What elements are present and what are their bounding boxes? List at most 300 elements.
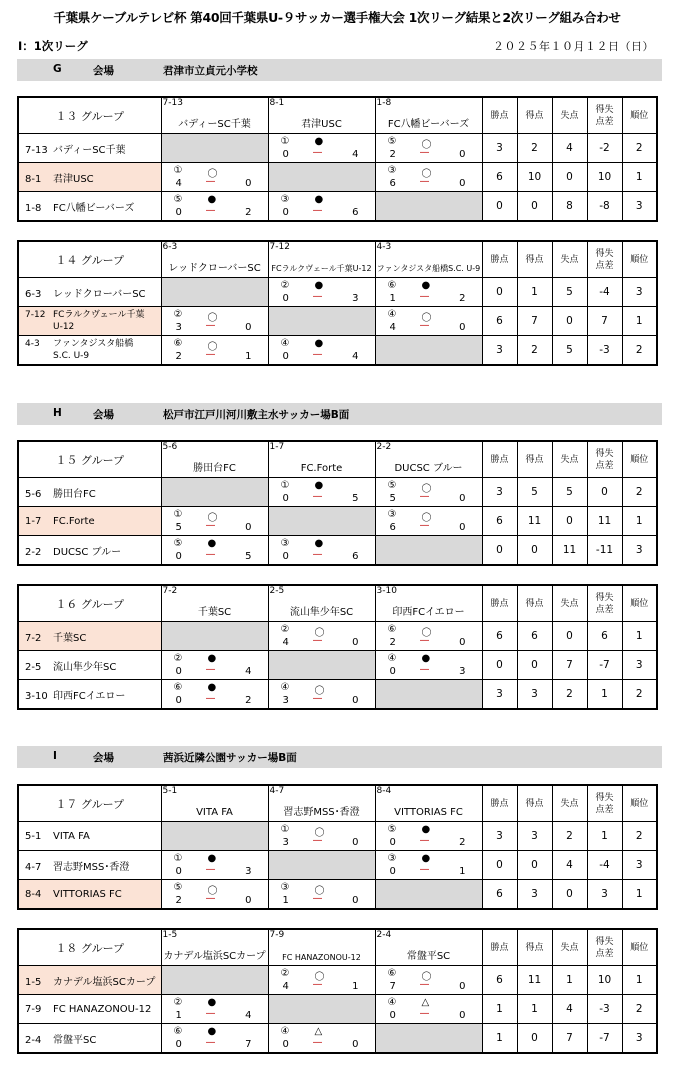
match-result-cell bbox=[268, 192, 375, 222]
team-name: 常盤平SC bbox=[406, 951, 451, 962]
self-match-cell bbox=[375, 880, 482, 910]
result-symbol: 〇 bbox=[421, 140, 432, 151]
stat-value: 2 bbox=[622, 478, 657, 507]
score-dash: — bbox=[205, 864, 216, 875]
score-dash: — bbox=[312, 693, 323, 704]
result-symbol: ● bbox=[314, 136, 324, 147]
self-match-cell bbox=[375, 680, 482, 710]
stat-value: 3 bbox=[622, 278, 657, 307]
match-result-cell bbox=[268, 336, 375, 366]
result-symbol: 〇 bbox=[421, 313, 432, 324]
score-against: 1 bbox=[459, 866, 466, 877]
score-against: 0 bbox=[352, 695, 359, 706]
team-row bbox=[18, 163, 657, 192]
venue-code: G bbox=[53, 63, 62, 75]
team-name: DUCSC ブルー bbox=[394, 463, 463, 474]
match-result-cell bbox=[268, 478, 375, 507]
stat-header: 勝点 bbox=[482, 441, 517, 478]
stat-header: 失点 bbox=[552, 241, 587, 278]
result-symbol: 〇 bbox=[314, 886, 325, 897]
stat-value: 0 bbox=[517, 851, 552, 880]
stat-value: 3 bbox=[482, 680, 517, 710]
result-symbol: ● bbox=[207, 653, 217, 664]
team-column-header bbox=[375, 929, 482, 966]
match-result-cell bbox=[375, 507, 482, 536]
self-match-cell bbox=[375, 1024, 482, 1054]
score-for: 2 bbox=[175, 351, 182, 362]
score-for: 0 bbox=[389, 666, 396, 677]
venue-code: H bbox=[53, 407, 62, 419]
match-result-cell bbox=[375, 966, 482, 995]
group-name: １６ グループ bbox=[18, 585, 161, 622]
team-name: 習志野MSS･香澄 bbox=[283, 807, 360, 818]
stat-value: 0 bbox=[482, 278, 517, 307]
score-against: 5 bbox=[245, 551, 252, 562]
score-against: 0 bbox=[459, 493, 466, 504]
score-against: 0 bbox=[245, 522, 252, 533]
stat-value: 5 bbox=[552, 278, 587, 307]
stat-value: 6 bbox=[482, 880, 517, 910]
match-number: ④ bbox=[280, 682, 290, 693]
score-for: 0 bbox=[175, 666, 182, 677]
score-against: 3 bbox=[459, 666, 466, 677]
team-row-label bbox=[18, 507, 161, 536]
match-result-cell bbox=[161, 651, 268, 680]
match-result-cell bbox=[268, 680, 375, 710]
stat-value: 1 bbox=[622, 622, 657, 651]
result-symbol: 〇 bbox=[421, 484, 432, 495]
team-column-header bbox=[375, 241, 482, 278]
match-number: ③ bbox=[387, 509, 397, 520]
stat-value: 6 bbox=[587, 622, 622, 651]
result-symbol: 〇 bbox=[207, 342, 218, 353]
stat-value: 11 bbox=[517, 507, 552, 536]
self-match-cell bbox=[268, 163, 375, 192]
match-number: ⑤ bbox=[173, 882, 183, 893]
match-result-cell bbox=[268, 536, 375, 566]
team-name: FCラルクヴェール千葉U-12 bbox=[271, 264, 372, 273]
score-dash: — bbox=[419, 635, 430, 646]
score-dash: — bbox=[419, 291, 430, 302]
team-row-label bbox=[18, 536, 161, 566]
score-against: 4 bbox=[352, 351, 359, 362]
venue-label: 会場 bbox=[93, 752, 114, 764]
stat-header: 得失 点差 bbox=[587, 785, 622, 822]
team-column-header bbox=[161, 97, 268, 134]
score-for: 0 bbox=[389, 837, 396, 848]
result-symbol: ● bbox=[207, 194, 217, 205]
group-table bbox=[17, 784, 658, 910]
stat-value: 3 bbox=[482, 336, 517, 366]
match-result-cell bbox=[375, 651, 482, 680]
result-symbol: 〇 bbox=[314, 972, 325, 983]
stat-value: 0 bbox=[482, 536, 517, 566]
stat-value: 1 bbox=[622, 880, 657, 910]
stat-header: 得失 点差 bbox=[587, 585, 622, 622]
score-dash: — bbox=[205, 176, 216, 187]
score-dash: — bbox=[419, 1008, 430, 1019]
match-number: ② bbox=[280, 624, 290, 635]
score-dash: — bbox=[419, 979, 430, 990]
stat-value: 2 bbox=[552, 680, 587, 710]
stat-header: 順位 bbox=[622, 241, 657, 278]
result-symbol: 〇 bbox=[314, 828, 325, 839]
stat-value: 1 bbox=[622, 163, 657, 192]
match-result-cell bbox=[268, 622, 375, 651]
stat-value: 1 bbox=[622, 966, 657, 995]
stat-value: 0 bbox=[517, 651, 552, 680]
venue-bar bbox=[17, 59, 662, 81]
stat-value: 6 bbox=[482, 966, 517, 995]
stat-value: 3 bbox=[622, 1024, 657, 1054]
score-for: 0 bbox=[175, 1039, 182, 1050]
team-name: FC HANAZONOU-12 bbox=[282, 953, 361, 962]
match-number: ⑤ bbox=[387, 480, 397, 491]
row-team-code: 7-13 bbox=[25, 144, 48, 156]
stat-value: -3 bbox=[587, 995, 622, 1024]
team-code: 1-8 bbox=[376, 98, 392, 108]
match-number: ① bbox=[173, 853, 183, 864]
stat-header: 勝点 bbox=[482, 241, 517, 278]
team-column-header bbox=[161, 785, 268, 822]
team-code: 4-3 bbox=[376, 242, 392, 252]
stat-value: 0 bbox=[552, 880, 587, 910]
stat-value: 7 bbox=[587, 307, 622, 336]
team-row-label bbox=[18, 622, 161, 651]
score-for: 0 bbox=[282, 493, 289, 504]
team-code: 6-3 bbox=[162, 242, 178, 252]
self-match-cell bbox=[375, 536, 482, 566]
stat-value: 0 bbox=[552, 307, 587, 336]
score-dash: — bbox=[205, 1008, 216, 1019]
stat-value: 1 bbox=[622, 507, 657, 536]
team-code: 8-1 bbox=[269, 98, 285, 108]
result-symbol: 〇 bbox=[207, 513, 218, 524]
match-number: ⑥ bbox=[387, 624, 397, 635]
score-dash: — bbox=[419, 835, 430, 846]
group-table bbox=[17, 440, 658, 566]
match-number: ② bbox=[280, 968, 290, 979]
team-row bbox=[18, 307, 657, 336]
result-symbol: ● bbox=[314, 480, 324, 491]
score-for: 1 bbox=[282, 895, 289, 906]
team-code: 2-4 bbox=[376, 930, 392, 940]
stat-value: 8 bbox=[552, 192, 587, 222]
team-row-label bbox=[18, 478, 161, 507]
score-dash: — bbox=[419, 520, 430, 531]
team-row bbox=[18, 966, 657, 995]
result-symbol: ● bbox=[207, 997, 217, 1008]
row-team-name-2: U-12 bbox=[53, 322, 75, 332]
score-dash: — bbox=[312, 291, 323, 302]
team-name: VITTORIAS FC bbox=[394, 807, 463, 818]
self-match-cell bbox=[161, 822, 268, 851]
row-team-name: FC.Forte bbox=[53, 515, 95, 527]
group-name: １８ グループ bbox=[18, 929, 161, 966]
score-for: 0 bbox=[282, 351, 289, 362]
stat-value: 0 bbox=[552, 507, 587, 536]
stat-value: 1 bbox=[587, 822, 622, 851]
stat-value: 2 bbox=[622, 336, 657, 366]
venue-label: 会場 bbox=[93, 409, 114, 421]
stat-value: -4 bbox=[587, 278, 622, 307]
match-result-cell bbox=[375, 307, 482, 336]
match-number: ① bbox=[173, 165, 183, 176]
team-name: FC八幡ビーバーズ bbox=[387, 119, 470, 130]
stat-value: 0 bbox=[587, 478, 622, 507]
match-number: ③ bbox=[280, 538, 290, 549]
team-row-label bbox=[18, 278, 161, 307]
score-for: 4 bbox=[389, 322, 396, 333]
result-symbol: 〇 bbox=[421, 972, 432, 983]
score-for: 0 bbox=[175, 551, 182, 562]
team-row-label bbox=[18, 192, 161, 222]
match-result-cell bbox=[375, 995, 482, 1024]
score-against: 0 bbox=[459, 522, 466, 533]
match-result-cell bbox=[268, 880, 375, 910]
stat-value: 3 bbox=[622, 192, 657, 222]
stat-header: 失点 bbox=[552, 441, 587, 478]
stat-value: 1 bbox=[482, 1024, 517, 1054]
group-name: １３ グループ bbox=[18, 97, 161, 134]
match-number: ⑤ bbox=[173, 538, 183, 549]
stat-header: 勝点 bbox=[482, 97, 517, 134]
score-against: 0 bbox=[459, 637, 466, 648]
result-symbol: ● bbox=[421, 853, 431, 864]
stat-value: 7 bbox=[517, 307, 552, 336]
stat-value: 3 bbox=[622, 851, 657, 880]
match-number: ⑥ bbox=[173, 338, 183, 349]
match-number: ① bbox=[280, 824, 290, 835]
self-match-cell bbox=[161, 622, 268, 651]
row-team-code: 2-5 bbox=[25, 661, 42, 673]
team-name: 流山隼少年SC bbox=[289, 607, 354, 618]
score-for: 1 bbox=[175, 1010, 182, 1021]
group-header-row bbox=[18, 441, 657, 478]
stat-value: 5 bbox=[552, 336, 587, 366]
stat-value: 7 bbox=[552, 1024, 587, 1054]
team-code: 7-12 bbox=[269, 242, 290, 252]
result-symbol: ● bbox=[207, 853, 217, 864]
score-dash: — bbox=[312, 205, 323, 216]
stat-value: 0 bbox=[552, 163, 587, 192]
match-number: ⑥ bbox=[173, 682, 183, 693]
score-dash: — bbox=[205, 520, 216, 531]
page-title: 千葉県ケーブルテレビ杯 第40回千葉県U-９サッカー選手権大会 1次リーグ結果と2次リーグ組み合わせ bbox=[53, 10, 621, 25]
group-name: １４ グループ bbox=[18, 241, 161, 278]
stat-value: -8 bbox=[587, 192, 622, 222]
stat-header: 順位 bbox=[622, 929, 657, 966]
team-row bbox=[18, 278, 657, 307]
result-symbol: 〇 bbox=[421, 628, 432, 639]
row-team-name: 習志野MSS･香澄 bbox=[53, 861, 130, 873]
score-for: 4 bbox=[175, 178, 182, 189]
team-row bbox=[18, 851, 657, 880]
match-number: ③ bbox=[387, 165, 397, 176]
score-against: 1 bbox=[245, 351, 252, 362]
stat-header: 得点 bbox=[517, 585, 552, 622]
row-team-name: VITTORIAS FC bbox=[53, 888, 122, 900]
team-row-label bbox=[18, 307, 161, 336]
score-against: 7 bbox=[245, 1039, 252, 1050]
stat-value: 1 bbox=[587, 680, 622, 710]
score-against: 0 bbox=[459, 1010, 466, 1021]
match-result-cell bbox=[375, 134, 482, 163]
score-for: 5 bbox=[389, 493, 396, 504]
group-header-row bbox=[18, 929, 657, 966]
stat-header: 順位 bbox=[622, 441, 657, 478]
row-team-code: 7-2 bbox=[25, 632, 42, 644]
row-team-name: ファンタジスタ船橋 bbox=[53, 339, 134, 349]
venue-name: 茜浜近隣公園サッカー場B面 bbox=[163, 752, 297, 764]
match-result-cell bbox=[375, 278, 482, 307]
row-team-code: 1-8 bbox=[25, 202, 42, 214]
team-row-label bbox=[18, 163, 161, 192]
self-match-cell bbox=[268, 851, 375, 880]
self-match-cell bbox=[375, 192, 482, 222]
team-row-label bbox=[18, 880, 161, 910]
match-result-cell bbox=[375, 851, 482, 880]
match-number: ④ bbox=[387, 997, 397, 1008]
row-team-name: 勝田台FC bbox=[53, 488, 96, 500]
team-name: 千葉SC bbox=[197, 607, 232, 618]
stat-value: 7 bbox=[552, 651, 587, 680]
match-result-cell bbox=[268, 134, 375, 163]
team-name: 印西FCイエロー bbox=[392, 607, 465, 618]
result-symbol: 〇 bbox=[207, 169, 218, 180]
stat-header: 順位 bbox=[622, 785, 657, 822]
stat-value: 3 bbox=[482, 134, 517, 163]
row-team-name: VITA FA bbox=[53, 830, 90, 842]
team-row bbox=[18, 651, 657, 680]
stat-header: 失点 bbox=[552, 929, 587, 966]
match-number: ⑥ bbox=[387, 280, 397, 291]
score-dash: — bbox=[205, 349, 216, 360]
team-column-header bbox=[161, 929, 268, 966]
score-for: 0 bbox=[282, 207, 289, 218]
match-number: ③ bbox=[280, 194, 290, 205]
team-row bbox=[18, 622, 657, 651]
stat-value: 6 bbox=[482, 163, 517, 192]
team-row-label bbox=[18, 995, 161, 1024]
team-name: 勝田台FC bbox=[193, 463, 236, 474]
score-for: 3 bbox=[175, 322, 182, 333]
row-team-name: FCラルクヴェール千葉 bbox=[53, 310, 145, 320]
score-against: 4 bbox=[245, 666, 252, 677]
stat-value: 0 bbox=[517, 192, 552, 222]
team-code: 1-7 bbox=[269, 442, 285, 452]
venue-name: 松戸市江戸川河川敷主水サッカー場B面 bbox=[163, 409, 350, 421]
stat-value: 3 bbox=[517, 680, 552, 710]
self-match-cell bbox=[375, 336, 482, 366]
team-column-header bbox=[268, 241, 375, 278]
score-against: 5 bbox=[352, 493, 359, 504]
stat-value: 2 bbox=[517, 336, 552, 366]
stat-value: 1 bbox=[482, 995, 517, 1024]
stat-value: 6 bbox=[482, 622, 517, 651]
stat-value: 3 bbox=[587, 880, 622, 910]
self-match-cell bbox=[268, 307, 375, 336]
team-row bbox=[18, 134, 657, 163]
score-for: 0 bbox=[282, 1039, 289, 1050]
team-name: レッドクローバーSC bbox=[168, 263, 261, 274]
score-against: 2 bbox=[245, 695, 252, 706]
score-dash: — bbox=[205, 664, 216, 675]
stat-value: 2 bbox=[517, 134, 552, 163]
score-for: 0 bbox=[282, 293, 289, 304]
team-column-header bbox=[375, 585, 482, 622]
venue-name: 君津市立貞元小学校 bbox=[163, 65, 258, 77]
score-against: 3 bbox=[245, 866, 252, 877]
score-against: 0 bbox=[245, 322, 252, 333]
team-row-label bbox=[18, 822, 161, 851]
result-symbol: ● bbox=[207, 1026, 217, 1037]
team-row bbox=[18, 478, 657, 507]
match-number: ⑤ bbox=[387, 136, 397, 147]
team-row bbox=[18, 336, 657, 366]
score-against: 0 bbox=[245, 895, 252, 906]
team-name: ファンタジスタ船橋S.C. U-9 bbox=[376, 264, 481, 273]
score-against: 0 bbox=[352, 895, 359, 906]
group-name: １７ グループ bbox=[18, 785, 161, 822]
row-team-code: 2-2 bbox=[25, 546, 42, 558]
team-code: 5-6 bbox=[162, 442, 178, 452]
stat-header: 勝点 bbox=[482, 929, 517, 966]
stat-header: 得失 点差 bbox=[587, 441, 622, 478]
team-row bbox=[18, 822, 657, 851]
match-result-cell bbox=[268, 966, 375, 995]
score-against: 3 bbox=[352, 293, 359, 304]
self-match-cell bbox=[268, 995, 375, 1024]
stat-header: 得点 bbox=[517, 97, 552, 134]
stat-header: 得点 bbox=[517, 785, 552, 822]
team-column-header bbox=[161, 441, 268, 478]
score-dash: — bbox=[205, 1037, 216, 1048]
row-team-code: 6-3 bbox=[25, 288, 42, 300]
team-row-label bbox=[18, 851, 161, 880]
match-number: ③ bbox=[387, 853, 397, 864]
score-for: 0 bbox=[175, 695, 182, 706]
score-against: 2 bbox=[245, 207, 252, 218]
team-code: 8-4 bbox=[376, 786, 392, 796]
score-for: 0 bbox=[175, 866, 182, 877]
team-column-header bbox=[375, 441, 482, 478]
match-number: ② bbox=[173, 653, 183, 664]
team-code: 7-13 bbox=[162, 98, 183, 108]
result-symbol: 〇 bbox=[421, 169, 432, 180]
match-number: ④ bbox=[387, 309, 397, 320]
self-match-cell bbox=[268, 651, 375, 680]
match-result-cell bbox=[161, 995, 268, 1024]
score-against: 2 bbox=[459, 837, 466, 848]
event-date: ２０２５年１０月１２日（日） bbox=[493, 40, 654, 53]
venue-bar bbox=[17, 746, 662, 768]
stat-header: 順位 bbox=[622, 97, 657, 134]
team-column-header bbox=[161, 241, 268, 278]
group-header-row bbox=[18, 785, 657, 822]
score-against: 1 bbox=[352, 981, 359, 992]
result-symbol: △ bbox=[314, 1026, 323, 1037]
score-dash: — bbox=[312, 349, 323, 360]
group-header-row bbox=[18, 97, 657, 134]
score-dash: — bbox=[419, 147, 430, 158]
team-column-header bbox=[375, 97, 482, 134]
stat-value: 3 bbox=[622, 536, 657, 566]
score-for: 0 bbox=[282, 551, 289, 562]
row-team-code: 5-6 bbox=[25, 488, 42, 500]
match-number: ⑤ bbox=[387, 824, 397, 835]
match-result-cell bbox=[161, 507, 268, 536]
